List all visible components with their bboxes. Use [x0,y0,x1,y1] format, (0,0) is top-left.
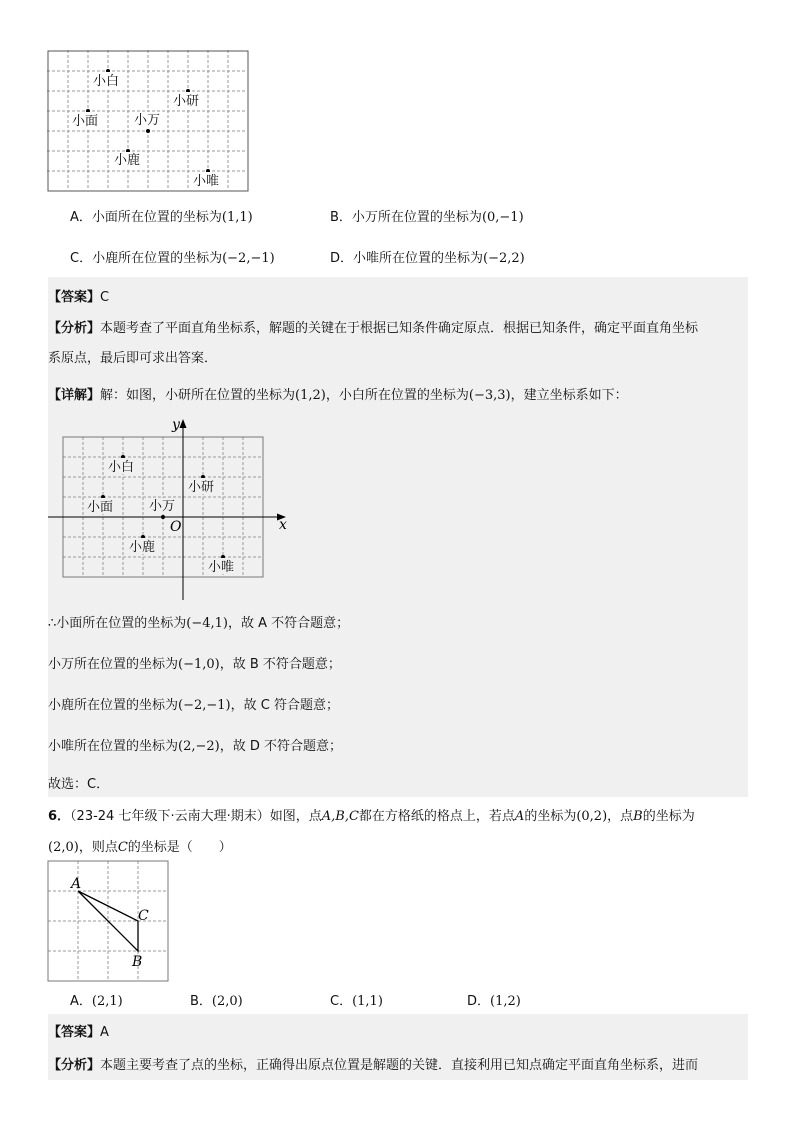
option-coord: (1,1) [221,210,253,225]
question-number: 6． [48,809,71,824]
question-coord: (0,2) [576,809,608,824]
x-axis-label: x [279,517,287,533]
analysis-line-1 [48,317,698,336]
origin-label: O [170,519,182,535]
question-text: 都在方格纸的格点上，若点 [358,809,515,824]
conclusion-text: ，故 A 不符合题意； [228,616,350,631]
label-mian: 小面 [87,500,114,515]
answer-line [48,286,109,305]
analysis-text: 本题主要考查了点的坐标，正确得出原点位置是解题的关键．直接利用已知点确定平面直角坐标系，进而 [100,1058,699,1073]
vertex-label-b: B [132,954,143,970]
conclusion-line-1 [48,612,349,631]
analysis-line-2 [48,347,217,366]
conclusion-text: ∴小面所在位置的坐标为 [48,616,187,631]
question-text: ，点 [607,809,634,824]
detail-text: ，建立坐标系如下： [510,388,628,403]
option-coord: (0,−1) [481,210,524,225]
q6-analysis-line [48,1054,698,1073]
conclusion-coord: (−2,−1) [178,698,231,713]
conclusion-coord: (2,−2) [178,739,220,754]
q6-option-a[interactable] [70,990,123,1009]
detail-text: ，小白所在位置的坐标为 [325,388,469,403]
conclusion-line-3 [48,694,339,713]
detail-coord: (−3,3) [468,388,511,403]
option-letter: D． [330,251,354,266]
conclusion-text: 小万所在位置的坐标为 [48,657,179,672]
point-wan [161,515,165,519]
analysis-tag: 【分析】 [48,321,101,336]
question-text: 的坐标是（ ） [127,840,232,855]
answer-tag: 【答案】 [48,290,101,305]
option-coord: (1,2) [490,994,521,1009]
detail-tag: 【详解】 [48,388,101,403]
option-letter: C． [330,994,353,1009]
choice-text: 故选：C． [48,777,110,792]
analysis-text: 本题考查了平面直角坐标系，解题的关键在于根据已知条件确定原点．根据已知条件，确定平面直角坐标 [100,321,699,336]
question-math: A,B,C [321,809,359,824]
question-coord: (2,0) [48,840,79,855]
option-letter: B． [190,994,212,1009]
detail-line [48,384,628,403]
y-axis-label: y [172,417,180,433]
y-axis-arrow-icon [180,419,187,428]
question-math: B [633,809,643,824]
option-letter: B． [330,210,352,225]
label-lu: 小鹿 [129,540,156,555]
label-lu: 小鹿 [114,153,141,168]
q6-option-d[interactable] [467,990,521,1009]
choice-line [48,773,109,792]
label-bai: 小白 [108,460,135,475]
label-bai: 小白 [93,74,120,89]
question-6-line-2 [48,836,232,855]
option-coord: (−2,2) [483,251,525,266]
option-text: 小万所在位置的坐标为 [351,210,482,225]
question-source: （23-24 七年级下·云南大理·期末） [70,809,270,824]
question-math: A [514,809,525,824]
q6-answer-line [48,1021,109,1040]
grid-figure-1 [47,50,249,192]
conclusion-coord: (−4,1) [186,616,228,631]
label-yan: 小研 [173,94,200,109]
analysis-tag: 【分析】 [48,1058,101,1073]
conclusion-text: ，故 C 符合题意； [230,698,339,713]
conclusion-text: 小鹿所在位置的坐标为 [48,698,179,713]
label-wei: 小唯 [193,174,220,189]
question-math: C [117,840,128,855]
label-wei: 小唯 [208,560,235,575]
option-letter: C． [70,251,93,266]
question-text: 如图，点 [269,809,322,824]
label-wan: 小万 [134,113,161,128]
option-text: 小唯所在位置的坐标为 [353,251,484,266]
conclusion-text: ，故 D 不符合题意； [219,739,343,754]
option-text: 小面所在位置的坐标为 [91,210,222,225]
q6-option-c[interactable] [330,990,383,1009]
triangle-figure [47,860,171,984]
label-wan: 小万 [149,499,176,514]
option-letter: A． [70,210,92,225]
option-coord: (2,1) [91,994,123,1009]
label-mian: 小面 [72,114,99,129]
vertex-label-c: C [138,908,149,924]
analysis-text: 系原点，最后即可求出答案． [48,351,218,366]
option-c[interactable] [70,247,275,266]
answer-tag: 【答案】 [48,1025,101,1040]
option-coord: (−2,−1) [222,251,275,266]
conclusion-line-2 [48,653,341,672]
conclusion-text: 小唯所在位置的坐标为 [48,739,179,754]
option-a[interactable] [70,206,253,225]
question-text: 的坐标为 [642,809,695,824]
label-yan: 小研 [188,480,215,495]
conclusion-coord: (−1,0) [178,657,220,672]
detail-text: 解：如图，小研所在位置的坐标为 [100,388,296,403]
option-text: 小鹿所在位置的坐标为 [92,251,223,266]
vertex-label-a: A [71,876,82,892]
question-6-line-1 [48,805,695,824]
option-b[interactable] [330,206,524,225]
answer-value: A [100,1025,109,1040]
answer-value: C [100,290,110,305]
conclusion-line-4 [48,735,342,754]
q6-option-b[interactable] [190,990,243,1009]
question-text: ，则点 [78,840,118,855]
option-coord: (2,0) [211,994,243,1009]
option-letter: D． [467,994,491,1009]
coordinate-figure [46,414,294,604]
question-text: 的坐标为 [524,809,577,824]
conclusion-text: ，故 B 不符合题意； [219,657,341,672]
option-d[interactable] [330,247,525,266]
detail-coord: (1,2) [295,388,326,403]
point-wan [146,129,150,133]
option-coord: (1,1) [352,994,383,1009]
option-letter: A． [70,994,92,1009]
